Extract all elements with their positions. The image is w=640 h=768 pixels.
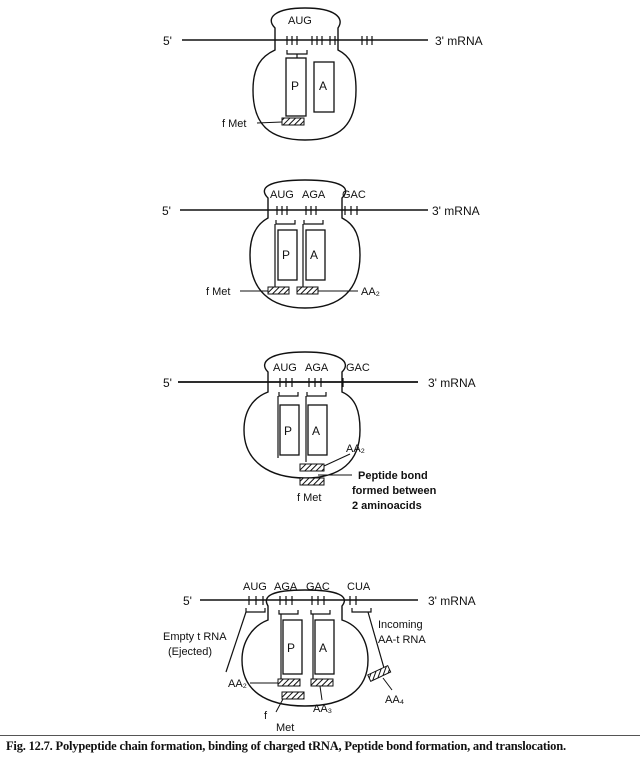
p-site-label: P: [291, 79, 300, 93]
peptide-note-line-3: 2 aminoacids: [352, 500, 422, 512]
aa3-pointer: [320, 686, 322, 700]
anticodon-p: [276, 220, 295, 224]
incoming-trna-anticodon: [352, 608, 371, 612]
a-site-label: A: [310, 248, 319, 262]
fmet-amino-acid: [300, 478, 324, 485]
aa2-label: AA₂: [361, 286, 380, 298]
panel-1: [163, 8, 483, 140]
ribosome: [242, 590, 368, 706]
fmet-label: f Met: [297, 492, 322, 504]
three-prime-label: 3' mRNA: [428, 594, 476, 608]
p-site-label: P: [282, 248, 291, 262]
ribosome: [244, 352, 360, 478]
aa2-label: AA₂: [346, 443, 365, 455]
a-site-label: A: [319, 79, 328, 93]
caption-rule-top: [0, 735, 640, 736]
incoming-line-1: Incoming: [378, 619, 423, 631]
empty-trna-line-1: Empty t RNA: [163, 631, 227, 643]
codon-label-3: GAC: [342, 189, 366, 201]
aa2-label: AA₂: [228, 678, 247, 690]
panel-4: [163, 581, 476, 734]
codon-label: AUG: [288, 15, 312, 27]
five-prime-label: 5': [183, 594, 192, 608]
three-prime-label: 3' mRNA: [428, 376, 476, 390]
aa3-label: AA₃: [313, 703, 333, 715]
fmet-pointer: [276, 699, 283, 712]
empty-trna-line-2: (Ejected): [168, 646, 213, 658]
a-site-label: A: [319, 641, 328, 655]
codon-label-1: AUG: [273, 362, 297, 374]
peptide-note-line-2: formed between: [352, 485, 437, 497]
panel-2: [162, 180, 480, 308]
five-prime-label: 5': [163, 34, 172, 48]
fmet-label-line-2: Met: [276, 722, 295, 734]
fmet-amino-acid: [282, 118, 304, 125]
fmet-label-line-1: f: [264, 710, 268, 722]
aa2-amino-acid: [297, 287, 318, 294]
codon-label-4: CUA: [347, 581, 371, 593]
incoming-line-2: AA-t RNA: [378, 634, 426, 646]
codon-label-2: AGA: [274, 581, 298, 593]
anticodon-p: [279, 610, 298, 614]
codon-label-1: AUG: [270, 189, 294, 201]
anticodon: [287, 50, 307, 54]
fmet-amino-acid: [268, 287, 289, 294]
five-prime-label: 5': [162, 204, 171, 218]
three-prime-label: 3' mRNA: [435, 34, 483, 48]
aa2-amino-acid: [300, 464, 324, 471]
fmet-label: f Met: [206, 286, 231, 298]
aa4-amino-acid: [368, 666, 391, 682]
a-site-label: A: [312, 424, 321, 438]
five-prime-label: 5': [163, 376, 172, 390]
peptide-note-line-1: Peptide bond: [358, 470, 428, 482]
codon-label-2: AGA: [302, 189, 326, 201]
aa2-pointer: [324, 454, 350, 466]
p-site-label: P: [284, 424, 293, 438]
ejected-trna-stem: [226, 612, 246, 672]
ejected-trna-anticodon: [246, 608, 265, 612]
aa4-label: AA₄: [385, 694, 405, 706]
fmet-label: f Met: [222, 118, 247, 130]
anticodon-a: [304, 220, 323, 224]
codon-label-3: GAC: [346, 362, 370, 374]
anticodon-p: [279, 392, 298, 396]
codon-label-3: GAC: [306, 581, 330, 593]
figure-caption: Fig. 12.7. Polypeptide chain formation, binding of charged tRNA, Peptide bond formation, and translocation.: [6, 739, 566, 753]
anticodon-a: [311, 610, 330, 614]
anticodon-a: [307, 392, 326, 396]
p-site-label: P: [287, 641, 296, 655]
panel-3: [163, 352, 476, 512]
three-prime-label: 3' mRNA: [432, 204, 480, 218]
fmet-amino-acid: [282, 692, 304, 699]
codon-label-2: AGA: [305, 362, 329, 374]
aa4-pointer: [383, 678, 392, 690]
aa2-amino-acid: [278, 679, 300, 686]
codon-label-1: AUG: [243, 581, 267, 593]
aa3-amino-acid: [311, 679, 333, 686]
